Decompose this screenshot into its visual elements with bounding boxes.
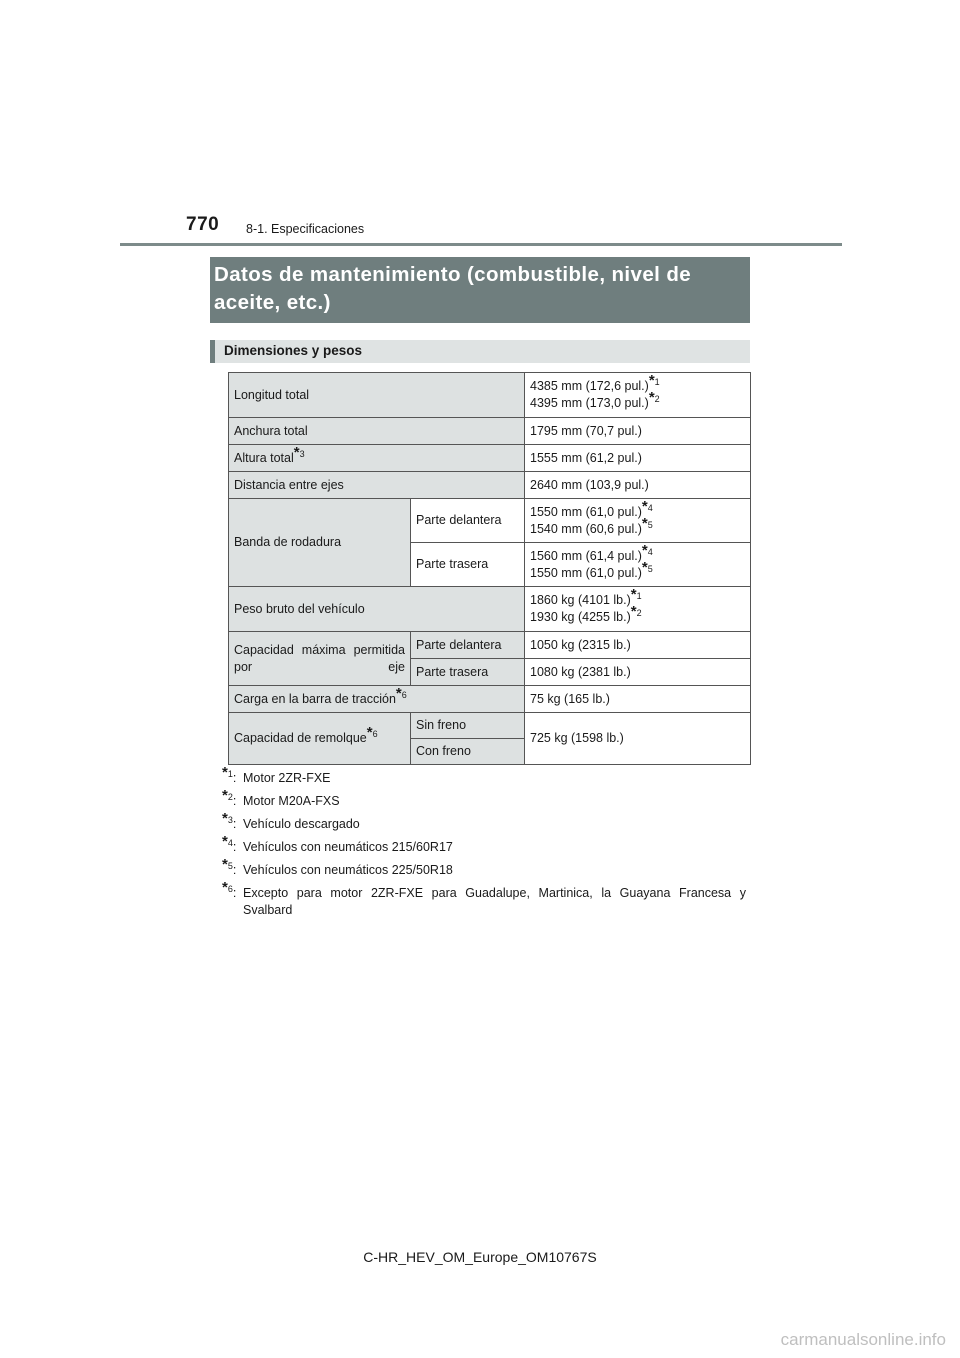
row-sublabel: Parte delantera (411, 499, 525, 543)
table-row (229, 713, 751, 739)
section-label: 8-1. Especificaciones (246, 222, 365, 236)
footnote: $^{*3}$: Vehículo descargado (222, 810, 360, 831)
footnote: $^{*5}$: Vehículos con neumáticos 225/50R18 (222, 856, 453, 877)
table-row (229, 472, 751, 499)
subheading: Dimensiones y pesos (210, 340, 750, 363)
footnote: $^{*6}$: Excepto para motor 2ZR-FXE para Guadalupe, Martinica, la Guayana Francesa y Svalbard (222, 879, 746, 917)
header-rule (120, 243, 842, 246)
row-value: 1860 kg (4101 lb.)$^{*1}$ 1930 kg (4255 lb.)$^{*2}$ (525, 587, 751, 632)
row-sublabel: Parte delantera (411, 632, 525, 659)
row-label: Distancia entre ejes (229, 472, 525, 499)
row-sublabel: Parte trasera (411, 543, 525, 587)
watermark: carmanualsonline.info (780, 1330, 946, 1349)
footnotes (222, 764, 746, 925)
row-label: Capacidad de remolque$^{*6}$ (229, 713, 411, 765)
row-label: Capacidad máxima permitida por eje (229, 632, 411, 686)
row-value: 2640 mm (103,9 pul.) (525, 472, 751, 499)
row-value: 75 kg (165 lb.) (525, 686, 751, 713)
table-row (229, 686, 751, 713)
table-row (229, 499, 751, 543)
document-code: C-HR_HEV_OM_Europe_OM10767S (363, 1249, 597, 1265)
row-sublabel: Con freno (411, 739, 525, 765)
row-value: 725 kg (1598 lb.) (525, 713, 751, 765)
row-value: 1050 kg (2315 lb.) (525, 632, 751, 659)
row-sublabel: Sin freno (411, 713, 525, 739)
row-value: 1555 mm (61,2 pul.) (525, 445, 751, 472)
page-title: Datos de mantenimiento (combustible, nivel de aceite, etc.) (210, 257, 750, 323)
row-label: Anchura total (229, 418, 525, 445)
row-value: 1550 mm (61,0 pul.)$^{*4}$ 1540 mm (60,6 pul.)$^{*5}$ (525, 499, 751, 543)
row-label: Banda de rodadura (229, 499, 411, 587)
footnote: $^{*4}$: Vehículos con neumáticos 215/60R17 (222, 833, 453, 854)
row-label: Altura total$^{*3}$ (229, 445, 525, 472)
row-label: Carga en la barra de tracción$^{*6}$ (229, 686, 525, 713)
row-value: 1795 mm (70,7 pul.) (525, 418, 751, 445)
row-sublabel: Parte trasera (411, 659, 525, 686)
table-row (229, 445, 751, 472)
table-row (229, 373, 751, 418)
footnote: $^{*2}$: Motor M20A-FXS (222, 787, 340, 808)
row-value: 4385 mm (172,6 pul.)$^{*1}$ 4395 mm (173,0 pul.)$^{*2}$ (525, 373, 751, 418)
page-number: 770 (186, 214, 220, 235)
table-row (229, 632, 751, 659)
specs-table (228, 372, 751, 765)
row-label: Peso bruto del vehículo (229, 587, 525, 632)
table-row (229, 418, 751, 445)
row-value: 1560 mm (61,4 pul.)$^{*4}$ 1550 mm (61,0 pul.)$^{*5}$ (525, 543, 751, 587)
table-row (229, 587, 751, 632)
row-value: 1080 kg (2381 lb.) (525, 659, 751, 686)
footnote: $^{*1}$: Motor 2ZR-FXE (222, 764, 331, 785)
row-label: Longitud total (229, 373, 525, 418)
